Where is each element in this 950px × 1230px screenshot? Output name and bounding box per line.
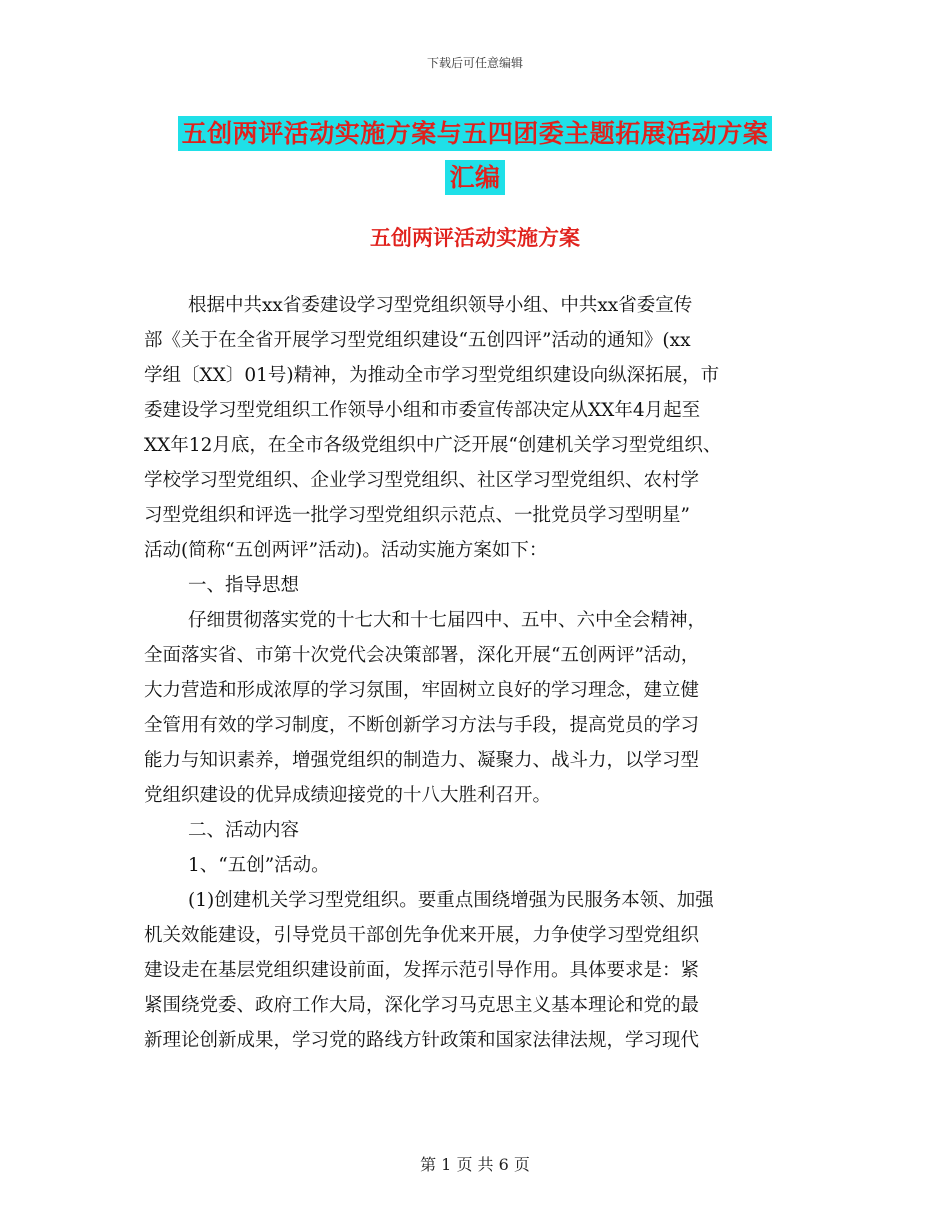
body-line: 根据中共xx省委建设学习型党组织领导小组、中共xx省委宣传 (188, 295, 693, 316)
body-line: 一、指导思想 (188, 575, 300, 596)
section-title: 五创两评活动实施方案 (370, 225, 580, 250)
body-line: 活动(简称“五创两评”活动)。活动实施方案如下： (144, 540, 548, 561)
body-line: 习型党组织和评选一批学习型党组织示范点、一批党员学习型明星” (144, 505, 690, 526)
document-title-line-2 (0, 158, 950, 194)
body-line: 学校学习型党组织、企业学习型党组织、社区学习型党组织、农村学 (144, 470, 700, 491)
body-line: 全面落实省、市第十次党代会决策部署，深化开展“五创两评”活动， (144, 645, 700, 666)
body-line: XX年12月底，在全市各级党组织中广泛开展“创建机关学习型党组织、 (144, 435, 722, 456)
body-line: 1、“五创”活动。 (188, 855, 330, 876)
body-line: 学组〔XX〕01号)精神，为推动全市学习型党组织建设向纵深拓展，市 (144, 365, 720, 386)
document-title-text-2: 汇编 (445, 160, 504, 195)
body-line: 新理论创新成果，学习党的路线方针政策和国家法律法规，学习现代 (144, 1030, 700, 1051)
document-title-line-1 (0, 114, 950, 150)
body-line: 党组织建设的优异成绩迎接党的十八大胜利召开。 (144, 785, 552, 806)
body-text (144, 293, 814, 1063)
body-line: 二、活动内容 (188, 820, 300, 841)
header-note: 下载后可任意编辑 (426, 56, 523, 70)
page-footer: 第 1 页 共 6 页 (420, 1155, 530, 1174)
body-line: (1)创建机关学习型党组织。要重点围绕增强为民服务本领、加强 (188, 890, 714, 911)
body-line: 能力与知识素养，增强党组织的制造力、凝聚力、战斗力，以学习型 (144, 750, 700, 771)
body-line: 紧围绕党委、政府工作大局，深化学习马克思主义基本理论和党的最 (144, 995, 700, 1016)
body-line: 委建设学习型党组织工作领导小组和市委宣传部决定从XX年4月起至 (144, 400, 701, 421)
body-line: 大力营造和形成浓厚的学习氛围，牢固树立良好的学习理念，建立健 (144, 680, 700, 701)
document-title-text-1: 五创两评活动实施方案与五四团委主题拓展活动方案 (178, 116, 773, 151)
body-line: 建设走在基层党组织建设前面，发挥示范引导作用。具体要求是：紧 (144, 960, 700, 981)
body-line: 部《关于在全省开展学习型党组织建设“五创四评”活动的通知》(xx (144, 330, 691, 351)
body-line: 机关效能建设，引导党员干部创先争优来开展，力争使学习型党组织 (144, 925, 700, 946)
body-line: 全管用有效的学习制度，不断创新学习方法与手段，提高党员的学习 (144, 715, 700, 736)
body-line: 仔细贯彻落实党的十七大和十七届四中、五中、六中全会精神， (188, 610, 707, 631)
